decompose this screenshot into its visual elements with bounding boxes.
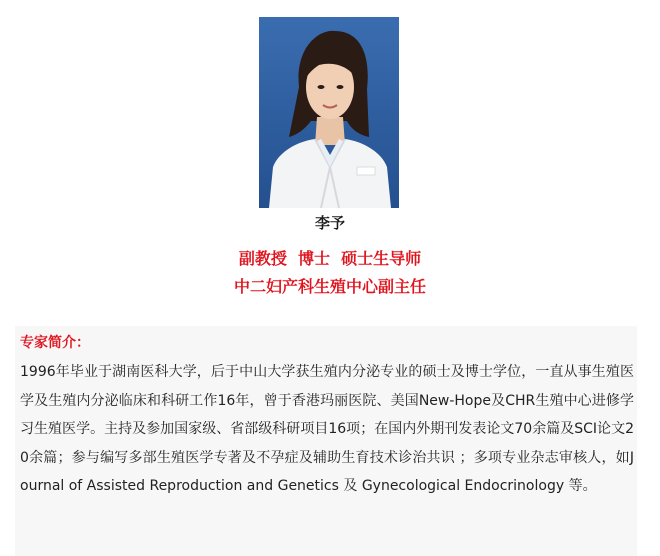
bio-text: 1996年毕业于湖南医科大学，后于中山大学获生殖内分泌专业的硕士及博士学位，一直从事生殖医学及生殖内分泌临床和科研工作16年，曾于香港玛丽医院、美国New-Hope及CHR生殖中心进修学习生殖医学。主持及参加国家级、省部级科研项目16项；在国内外期刊发表论文70余篇及SCI论文20余篇；参与编写多部生殖医学专著及不孕症及辅助生育技术诊治共识 ；多项专业杂志审核人，如Journal of Assisted Reproduction and Genetics 及 Gynecological Endocrinology 等。 [20, 364, 634, 494]
doctor-name: 李予 [314, 214, 345, 232]
doctor-portrait-icon [259, 17, 399, 208]
academic-titles: 副教授 博士 硕士生导师 [238, 249, 422, 268]
bio-heading: 专家简介： [20, 335, 90, 351]
expert-introduction [15, 326, 637, 556]
department-position: 中二妇产科生殖中心副主任 [233, 277, 426, 296]
